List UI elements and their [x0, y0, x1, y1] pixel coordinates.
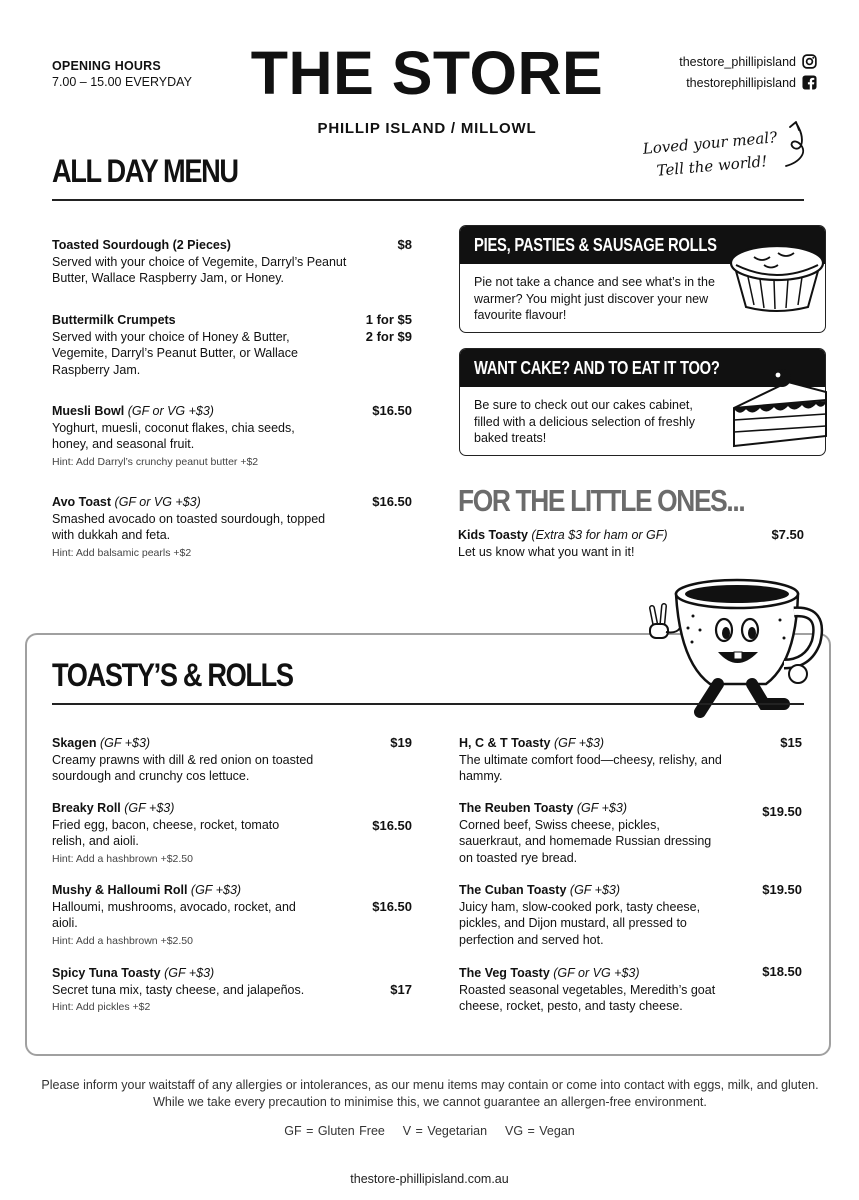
menu-item: [459, 965, 751, 1015]
menu-item: [459, 882, 737, 948]
opening-hours-title: OPENING HOURS: [52, 59, 161, 73]
menu-item: [52, 965, 352, 1016]
instagram-icon: [802, 54, 817, 69]
pies-box-text: Pie not take a chance and see what’s in the warmer? You might just discover your new favourite flavour!: [474, 275, 715, 322]
loved-line-2: Tell the world!: [655, 152, 768, 180]
item-name: The Cuban Toasty (GF +$3): [459, 883, 621, 897]
item-modifier: (Extra $3 for ham or GF): [531, 528, 668, 542]
facebook-icon: [802, 75, 817, 90]
item-description: Yoghurt, muesli, coconut flakes, chia seeds, honey, and seasonal fruit.: [52, 420, 295, 451]
item-price: $19.50: [762, 804, 802, 819]
item-price: $17: [390, 982, 412, 997]
coffee-cup-mascot: [648, 572, 824, 722]
price-single: 1 for $5: [365, 312, 412, 327]
item-name: Avo Toast (GF or VG +$3): [52, 495, 201, 509]
item-price: $18.50: [762, 964, 802, 979]
item-description: Smashed avocado on toasted sourdough, topped with dukkah and feta.: [52, 511, 326, 542]
facebook-handle[interactable]: thestorephillipisland: [686, 75, 796, 90]
menu-item: [459, 735, 734, 785]
item-price: $8: [397, 237, 412, 252]
item-name: Spicy Tuna Toasty (GF +$3): [52, 966, 215, 980]
menu-item: [52, 312, 312, 378]
item-modifier: (GF or VG +$3): [127, 404, 214, 418]
section-divider: [52, 199, 804, 201]
item-modifier: (GF or VG +$3): [114, 495, 201, 509]
menu-item: [52, 735, 337, 785]
item-hint: Hint: Add pickles +$2: [52, 1001, 151, 1013]
loved-line-1: Loved your meal?: [642, 128, 778, 158]
all-day-menu-heading: ALL DAY MENU: [52, 153, 238, 189]
item-hint: Hint: Add a hashbrown +$2.50: [52, 934, 193, 947]
item-description: Let us know what you want in it!: [458, 544, 635, 559]
item-price: $16.50: [372, 403, 412, 418]
menu-item: [52, 494, 327, 561]
item-modifier: (GF +$3): [569, 883, 621, 897]
item-hint: Hint: Add balsamic pearls +$2: [52, 546, 192, 559]
item-modifier: (GF +$3): [190, 883, 242, 897]
menu-item: [52, 882, 307, 949]
menu-item: [459, 800, 721, 866]
menu-item: [458, 527, 758, 560]
facebook-handle-row[interactable]: [686, 75, 817, 90]
item-name: The Reuben Toasty (GF +$3): [459, 801, 627, 815]
toasty-rolls-heading: TOASTY’S & ROLLS: [52, 657, 293, 693]
pies-box-title: PIES, PASTIES & SAUSAGE ROLLS: [460, 226, 825, 264]
menu-item: [52, 237, 362, 287]
cake-box-title: WANT CAKE? AND TO EAT IT TOO?: [460, 349, 825, 387]
item-price: $7.50: [771, 527, 804, 542]
item-price: $19: [390, 735, 412, 750]
section-divider: [52, 703, 804, 705]
cake-slice-illustration: [730, 360, 830, 450]
item-modifier: (GF +$3): [576, 801, 627, 815]
opening-hours-value: 7.00 – 15.00 EVERYDAY: [52, 75, 192, 89]
item-description: Juicy ham, slow-cooked pork, tasty cheese, pickles, and Dijon mustard, all pressed to perfection and served hot.: [459, 899, 701, 947]
item-price: [330, 312, 412, 345]
item-description: Creamy prawns with dill & red onion on toasted sourdough and crunchy cos lettuce.: [52, 752, 314, 783]
menu-item: [52, 403, 332, 470]
item-price: $16.50: [372, 818, 412, 833]
dietary-legend: GF = Gluten Free V = Vegetarian VG = Vegan: [284, 1124, 575, 1138]
item-modifier: (GF or VG +$3): [553, 966, 640, 980]
item-modifier: (GF +$3): [164, 966, 215, 980]
item-name: The Veg Toasty (GF or VG +$3): [459, 966, 640, 980]
item-hint: Hint: Add Darryl’s crunchy peanut butter +$2: [52, 455, 259, 468]
pie-illustration: [726, 233, 828, 313]
item-name: Kids Toasty (Extra $3 for ham or GF): [458, 528, 668, 542]
allergy-notice: Please inform your waitstaff of any allergies or intolerances, as our menu items may contain or come into contact with eggs, milk, and gluten. While we take every precaution to minimise this, we cannot guarantee an allergen-free environment.: [41, 1078, 819, 1109]
instagram-handle-row[interactable]: [679, 54, 817, 69]
item-price: $16.50: [372, 494, 412, 509]
item-description: Corned beef, Swiss cheese, pickles, sauerkraut, and homemade Russian dressing on toasted rye bread.: [459, 817, 712, 865]
item-description: Served with your choice of Honey & Butter, Vegemite, Darryl’s Peanut Butter, or Wallace Raspberry Jam.: [52, 329, 298, 377]
item-name: H, C & T Toasty (GF +$3): [459, 736, 605, 750]
item-description: Roasted seasonal vegetables, Meredith’s goat cheese, rocket, pesto, and tasty cheese.: [459, 982, 716, 1013]
item-hint: Hint: Add a hashbrown +$2.50: [52, 852, 193, 865]
store-location: PHILLIP ISLAND / MILLOWL: [317, 120, 537, 137]
item-name: Toasted Sourdough (2 Pieces): [52, 238, 231, 252]
item-description: Secret tuna mix, tasty cheese, and jalapeños.: [52, 982, 305, 997]
item-name: Muesli Bowl (GF or VG +$3): [52, 404, 214, 418]
item-description: The ultimate comfort food—cheesy, relishy, and hammy.: [459, 752, 722, 783]
loved-your-meal-note: [634, 126, 787, 185]
item-name: Skagen (GF +$3): [52, 736, 151, 750]
curly-arrow-icon: [782, 118, 812, 170]
item-description: Halloumi, mushrooms, avocado, rocket, and aioli.: [52, 899, 296, 930]
menu-item: [52, 800, 312, 867]
item-price: $19.50: [762, 882, 802, 897]
item-modifier: (GF +$3): [124, 801, 175, 815]
item-name: Buttermilk Crumpets: [52, 313, 176, 327]
store-name: THE STORE: [250, 39, 604, 107]
cake-box-text: Be sure to check out our cakes cabinet, filled with a delicious selection of freshly baked treats!: [474, 398, 695, 445]
price-double: 2 for $9: [365, 328, 412, 344]
item-description: Served with your choice of Vegemite, Darryl’s Peanut Butter, Wallace Raspberry Jam, or Honey.: [52, 254, 347, 285]
little-ones-heading: FOR THE LITTLE ONES...: [458, 483, 745, 518]
item-modifier: (GF +$3): [99, 736, 151, 750]
item-price: $16.50: [372, 899, 412, 914]
item-modifier: (GF +$3): [553, 736, 605, 750]
instagram-handle[interactable]: thestore_phillipisland: [679, 54, 796, 69]
item-price: $15: [780, 735, 802, 750]
item-description: Fried egg, bacon, cheese, rocket, tomato relish, and aioli.: [52, 817, 280, 848]
website-link[interactable]: thestore-phillipisland.com.au: [350, 1172, 509, 1186]
item-name: Mushy & Halloumi Roll (GF +$3): [52, 883, 242, 897]
item-name: Breaky Roll (GF +$3): [52, 801, 175, 815]
